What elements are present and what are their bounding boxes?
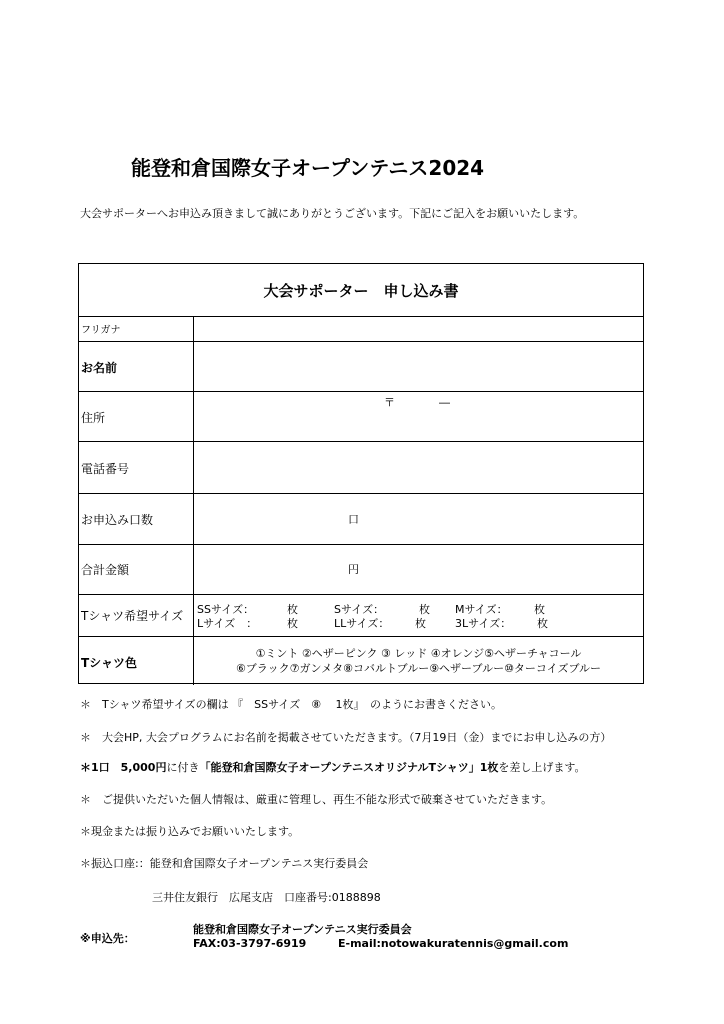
postal-mark: 〒 ― <box>384 396 450 409</box>
size-m-label: Mサイズ： <box>455 603 508 616</box>
total-suffix: 円 <box>348 563 359 576</box>
size-3l-label: 3Lサイズ： <box>455 617 512 630</box>
bank-details: 三井住友銀行 広尾支店 口座番号:0188898 <box>152 891 381 904</box>
size-m-unit: 枚 <box>534 603 545 616</box>
size-l-unit: 枚 <box>287 617 298 630</box>
intro-text: 大会サポーターへお申込み頂きまして誠にありがとうございます。下記にご記入をお願いいたします。 <box>80 207 585 220</box>
note-tshirt-gift <box>80 759 586 775</box>
name-label: お名前 <box>81 361 118 375</box>
page-title: 能登和倉国際女子オープンテニス2024 <box>131 156 485 180</box>
note-bank-account: ＊振込口座:：能登和倉国際女子オープンテニス実行委員会 <box>80 857 369 870</box>
size-ss-unit: 枚 <box>287 603 298 616</box>
address-field[interactable] <box>194 392 643 440</box>
total-label: 合計金額 <box>81 563 130 577</box>
size-l-label: Lサイズ ： <box>197 617 258 630</box>
address-label: 住所 <box>81 411 106 425</box>
furigana-label: フリガナ <box>81 325 121 336</box>
apply-email[interactable]: E-mail:notowakuratennis@gmail.com <box>338 937 569 950</box>
units-field[interactable] <box>194 494 643 543</box>
tshirt-color-label: Tシャツ色 <box>81 656 137 670</box>
tshirt-size-label: Tシャツ希望サイズ <box>81 609 184 623</box>
note-gift-item: 「能登和倉国際女子オープンテニスオリジナルTシャツ」1枚 <box>199 761 499 774</box>
phone-field[interactable] <box>194 442 643 492</box>
note-gift-suffix: を差し上げます。 <box>498 761 586 774</box>
units-label: お申込み口数 <box>81 513 154 527</box>
note-unit-price: ＊1口 5,000円 <box>80 761 167 774</box>
application-form <box>78 263 644 684</box>
note-name-listing: ＊ 大会HP, 大会プログラムにお名前を掲載させていただきます。（7月19日（金）までにお申し込みの方） <box>80 731 612 744</box>
phone-label: 電話番号 <box>81 462 130 476</box>
apply-organization: 能登和倉国際女子オープンテニス実行委員会 <box>193 923 412 936</box>
note-payment: ＊現金または振り込みでお願いいたします。 <box>80 825 300 838</box>
row-divider <box>79 636 643 637</box>
colors-line-2: ⑥ブラック⑦ガンメタ⑧コバルトブルー⑨ヘザーブルー⑩ターコイズブルー <box>235 662 602 675</box>
size-s-label: Sサイズ： <box>334 603 385 616</box>
size-ll-unit: 枚 <box>415 617 426 630</box>
size-s-unit: 枚 <box>419 603 430 616</box>
note-per: に付き <box>166 761 200 774</box>
colors-line-1: ①ミント ②ヘザーピンク ③ レッド ④オレンジ⑤ヘザーチャコール <box>255 647 582 660</box>
furigana-field[interactable] <box>194 317 643 340</box>
size-ll-label: LLサイズ： <box>334 617 390 630</box>
size-ss-label: SSサイズ： <box>197 603 255 616</box>
units-suffix: 口 <box>348 513 359 526</box>
apply-label: ※申込先： <box>80 932 135 945</box>
form-title: 大会サポーター 申し込み書 <box>263 282 459 300</box>
size-3l-unit: 枚 <box>537 617 548 630</box>
row-divider <box>79 594 643 595</box>
note-size-instruction: ＊ Tシャツ希望サイズの欄は 『 SSサイズ ⑧ 1枚』 のようにお書きください。 <box>80 698 503 711</box>
total-field[interactable] <box>194 545 643 593</box>
note-privacy: ＊ ご提供いただいた個人情報は、厳重に管理し、再生不能な形式で破棄させていただきます。 <box>80 793 553 806</box>
name-field[interactable] <box>194 342 643 390</box>
apply-fax: FAX:03-3797-6919 <box>193 937 307 950</box>
